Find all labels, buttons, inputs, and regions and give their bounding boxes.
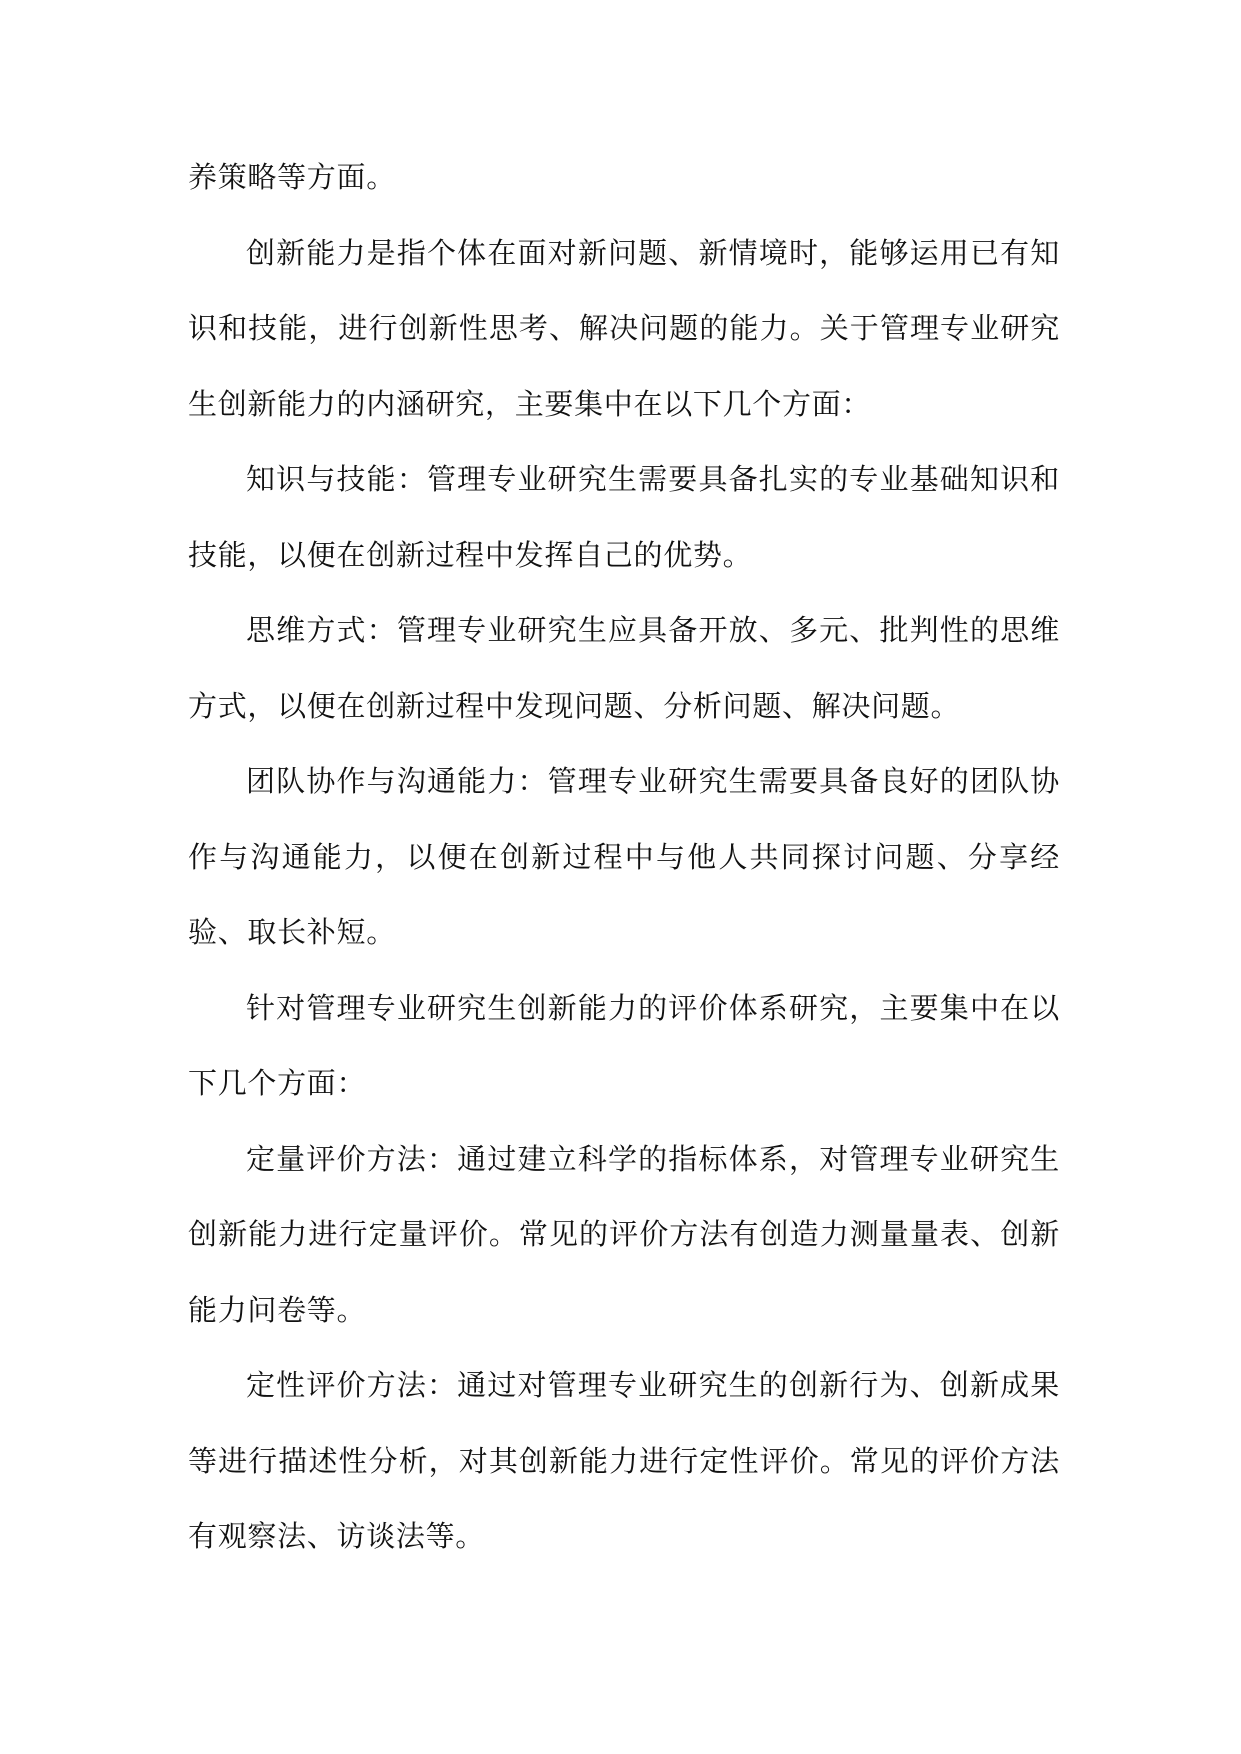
paragraph-thinking-style: 思维方式：管理专业研究生应具备开放、多元、批判性的思维方式，以便在创新过程中发现问题、分析问题、解决问题。 (188, 613, 1060, 723)
paragraph-evaluation-intro: 针对管理专业研究生创新能力的评价体系研究，主要集中在以下几个方面： (188, 990, 1060, 1100)
paragraph-innovation-definition: 创新能力是指个体在面对新问题、新情境时，能够运用已有知识和技能，进行创新性思考、解决问题的能力。关于管理专业研究生创新能力的内涵研究，主要集中在以下几个方面： (188, 235, 1060, 421)
document-body (188, 140, 1060, 1575)
paragraph-quantitative-evaluation: 定量评价方法：通过建立科学的指标体系，对管理专业研究生创新能力进行定量评价。常见的评价方法有创造力测量量表、创新能力问卷等。 (188, 1141, 1060, 1327)
paragraph-qualitative-evaluation: 定性评价方法：通过对管理专业研究生的创新行为、创新成果等进行描述性分析，对其创新能力进行定性评价。常见的评价方法有观察法、访谈法等。 (188, 1368, 1060, 1553)
paragraph-teamwork: 团队协作与沟通能力：管理专业研究生需要具备良好的团队协作与沟通能力，以便在创新过程中与他人共同探讨问题、分享经验、取长补短。 (188, 764, 1060, 949)
paragraph-continued: 养策略等方面。 (188, 160, 396, 194)
paragraph-knowledge-skills: 知识与技能：管理专业研究生需要具备扎实的专业基础知识和技能，以便在创新过程中发挥自己的优势。 (188, 462, 1060, 572)
